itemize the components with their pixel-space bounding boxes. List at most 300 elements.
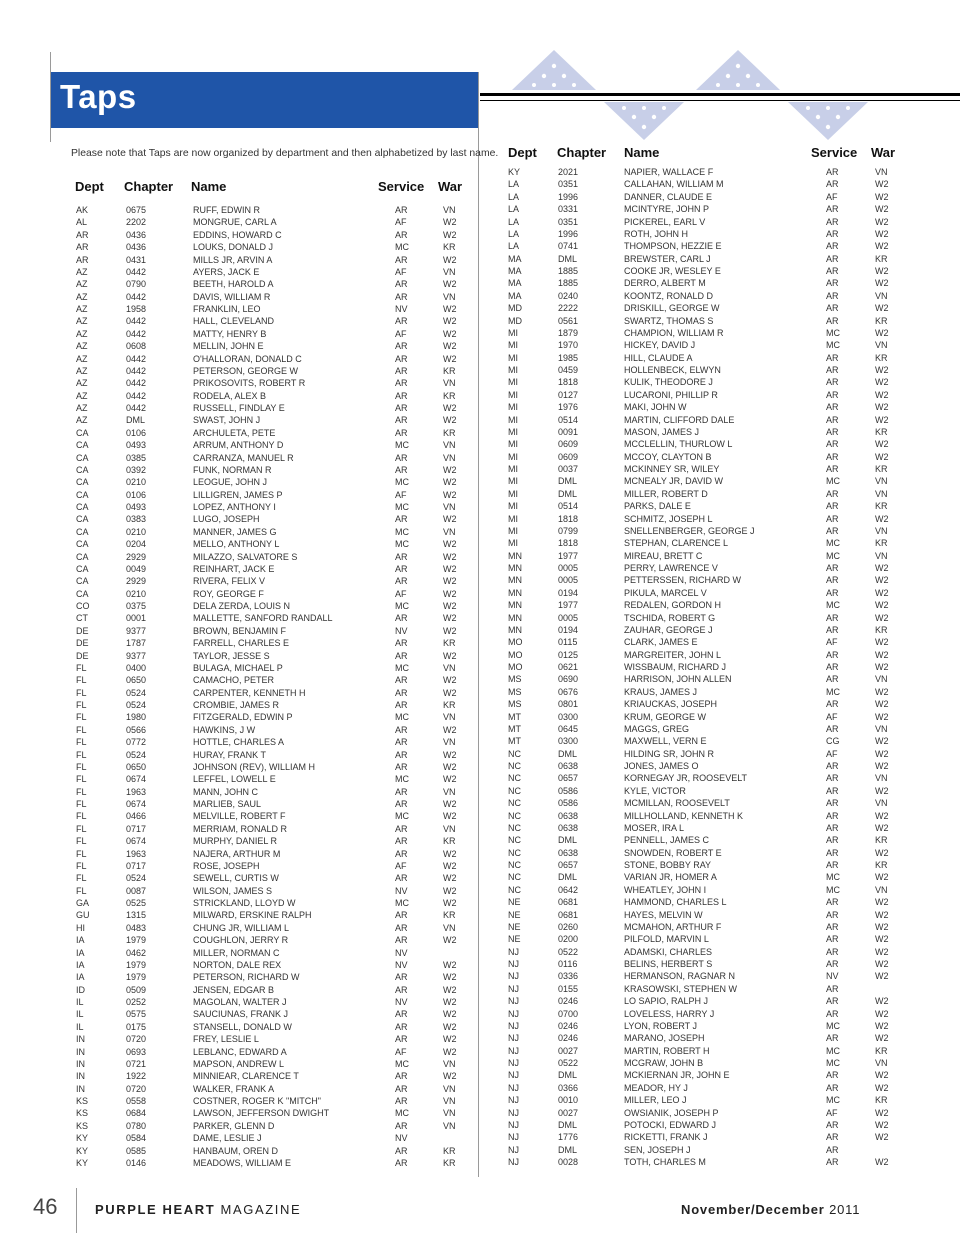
war-cell: VN	[875, 476, 888, 487]
dept-cell: AZ	[76, 266, 88, 277]
name-cell: RIVERA, FELIX V	[193, 576, 266, 587]
war-cell: KR	[875, 860, 888, 870]
col-header-name: Name	[624, 145, 660, 160]
name-cell: ROTH, JOHN H	[624, 228, 688, 239]
chapter-cell: 0300	[558, 711, 579, 722]
name-cell: CARRANZA, MANUEL R	[193, 452, 294, 463]
war-cell: W2	[875, 241, 889, 252]
dept-cell: IL	[76, 1021, 84, 1032]
table-row	[0, 1144, 960, 1156]
chapter-cell: 0674	[126, 799, 147, 809]
war-cell: VN	[443, 662, 456, 673]
war-cell: VN	[443, 1083, 456, 1094]
service-cell: AR	[395, 1009, 408, 1020]
service-cell: AR	[826, 501, 839, 512]
name-cell: CHUNG JR, WILLIAM L	[193, 922, 290, 933]
dept-cell: FL	[76, 675, 87, 686]
chapter-cell: 0493	[126, 502, 147, 512]
service-cell: AR	[395, 737, 408, 748]
chapter-cell: 0721	[126, 1058, 147, 1069]
table-row	[0, 364, 960, 376]
table-row	[0, 921, 960, 933]
table-row	[0, 339, 960, 351]
service-cell: AF	[395, 1046, 407, 1057]
service-cell: AR	[395, 675, 408, 686]
service-cell: AR	[395, 1083, 408, 1094]
name-cell: KULIK, THEODORE J	[624, 377, 713, 388]
name-cell: FREY, LESLIE L	[193, 1034, 259, 1045]
name-cell: WISSBAUM, RICHARD J	[624, 662, 727, 672]
name-cell: POTOCKI, EDWARD J	[624, 1119, 717, 1130]
war-cell: W2	[443, 860, 457, 871]
table-row	[0, 624, 960, 636]
table-row	[0, 711, 960, 723]
service-cell: AR	[395, 799, 408, 809]
table-row	[0, 562, 960, 574]
service-cell: AR	[826, 1070, 839, 1081]
dept-cell: NJ	[508, 1095, 519, 1106]
chapter-cell: 1879	[558, 327, 579, 338]
service-cell: NV	[395, 625, 408, 636]
dept-cell: NJ	[508, 1157, 519, 1167]
chapter-cell: 0392	[126, 464, 147, 475]
table-row	[0, 463, 960, 475]
chapter-cell: DML	[126, 415, 146, 426]
service-cell: AR	[826, 266, 839, 276]
service-cell: AR	[826, 575, 839, 586]
service-cell: AR	[395, 576, 408, 587]
table-row	[0, 253, 960, 265]
name-cell: DELA ZERDA, LOUIS N	[193, 601, 291, 611]
dept-cell: KS	[76, 1120, 89, 1131]
service-cell: AR	[395, 749, 408, 760]
war-cell: W2	[443, 1009, 457, 1020]
service-cell: AR	[826, 1119, 839, 1130]
war-cell: W2	[443, 1021, 457, 1032]
chapter-cell: DML	[558, 1119, 578, 1130]
table-row	[0, 587, 960, 599]
service-cell: MC	[826, 1095, 840, 1106]
service-cell: AR	[826, 525, 839, 536]
dept-cell: LA	[508, 228, 520, 239]
war-cell: W2	[443, 774, 457, 785]
name-cell: THOMPSON, HEZZIE E	[624, 241, 722, 252]
service-cell: AR	[826, 860, 839, 870]
name-cell: RICKETTI, FRANK J	[624, 1132, 708, 1143]
dept-cell: AR	[76, 254, 89, 265]
table-row	[0, 983, 960, 995]
service-cell: AR	[395, 291, 408, 302]
chapter-cell: 0717	[126, 823, 147, 834]
col-header-service: Service	[811, 145, 858, 160]
service-cell: MC	[826, 884, 840, 895]
service-cell: AR	[826, 699, 839, 710]
name-cell: RUSSELL, FINDLAY E	[193, 403, 285, 413]
dept-cell: KY	[508, 167, 521, 177]
dept-cell: DE	[76, 638, 89, 649]
table-row	[0, 475, 960, 487]
name-cell: REDALEN, GORDON H	[624, 600, 722, 611]
dept-cell: FL	[76, 774, 87, 785]
dept-cell: KY	[76, 1145, 89, 1156]
service-cell: AR	[826, 649, 839, 660]
war-cell: KR	[443, 910, 456, 921]
name-cell: SWARTZ, THOMAS S	[624, 315, 714, 326]
table-row	[0, 376, 960, 388]
service-cell: NV	[395, 1133, 408, 1144]
dept-cell: KS	[76, 1108, 89, 1119]
chapter-cell: 0575	[126, 1009, 147, 1020]
service-cell: AR	[826, 773, 839, 784]
dept-cell: NJ	[508, 1132, 519, 1143]
service-cell: AR	[395, 724, 408, 735]
chapter-cell: 0125	[558, 649, 579, 660]
service-cell: AR	[826, 179, 839, 190]
dept-cell: AL	[76, 217, 88, 228]
war-cell: W2	[875, 600, 889, 611]
war-cell: W2	[443, 935, 457, 946]
dept-cell: IA	[76, 972, 85, 983]
service-cell: AR	[826, 897, 839, 908]
dept-cell: FL	[76, 799, 87, 809]
name-cell: MANNER, JAMES G	[193, 526, 277, 537]
table-row	[0, 822, 960, 834]
war-cell: KR	[875, 1095, 888, 1106]
table-row	[0, 166, 960, 178]
issue-year: 2011	[824, 1202, 861, 1217]
service-cell: AR	[395, 823, 408, 834]
service-cell: AR	[395, 910, 408, 921]
name-cell: BREWSTER, CARL J	[624, 253, 711, 264]
war-cell: W2	[443, 563, 457, 574]
dept-cell: CA	[76, 514, 89, 525]
war-cell: VN	[875, 723, 888, 734]
dept-cell: NE	[508, 897, 521, 908]
dept-cell: NC	[508, 810, 521, 821]
war-cell: W2	[443, 588, 457, 599]
chapter-cell: 0300	[558, 736, 579, 747]
war-cell: W2	[443, 724, 457, 735]
war-cell: W2	[875, 303, 889, 314]
name-cell: MAKI, JOHN W	[624, 402, 687, 413]
table-row	[0, 203, 960, 215]
service-cell: AR	[826, 612, 839, 623]
chapter-cell: 0028	[558, 1157, 579, 1167]
name-cell: MAPSON, ANDREW L	[193, 1058, 285, 1069]
chapter-cell: 0210	[126, 526, 147, 537]
chapter-cell: 1979	[126, 959, 147, 970]
war-cell: KR	[443, 836, 456, 847]
war-cell: W2	[875, 414, 889, 425]
war-cell: W2	[875, 563, 889, 573]
magazine-name-bold: PURPLE HEART	[95, 1202, 216, 1217]
chapter-cell: 1976	[558, 402, 579, 413]
war-cell: W2	[875, 662, 889, 672]
col-header-dept: Dept	[508, 145, 537, 160]
name-cell: OWSIANIK, JOSEPH P	[624, 1107, 719, 1118]
table-row	[0, 896, 960, 908]
war-cell: VN	[875, 340, 888, 351]
chapter-cell: 0091	[558, 426, 579, 437]
service-cell: AR	[395, 761, 408, 772]
dept-cell: NJ	[508, 996, 519, 1007]
name-cell: CHAMPION, WILLIAM R	[624, 327, 724, 338]
war-cell: VN	[875, 290, 888, 301]
war-cell: W2	[443, 625, 457, 636]
dept-cell: FL	[76, 662, 87, 673]
service-cell: AR	[826, 921, 839, 932]
col-header-war: War	[871, 145, 896, 160]
table-row	[0, 1020, 960, 1032]
chapter-cell: 0146	[126, 1157, 147, 1168]
service-cell: MC	[826, 1020, 840, 1031]
chapter-cell: 2929	[126, 551, 147, 562]
dept-cell: NJ	[508, 971, 519, 982]
chapter-cell: DML	[558, 872, 578, 883]
name-cell: PARKER, GLENN D	[193, 1120, 275, 1131]
dept-cell: MN	[508, 624, 522, 635]
table-row	[0, 290, 960, 302]
war-cell: W2	[875, 575, 889, 586]
war-cell: W2	[875, 451, 889, 462]
name-cell: DAVIS, WILLIAM R	[193, 291, 271, 302]
service-cell: AR	[395, 551, 408, 562]
dept-cell: FL	[76, 749, 87, 760]
service-cell: AR	[826, 761, 839, 771]
chapter-cell: 0801	[558, 699, 579, 710]
col-header-dept: Dept	[75, 179, 104, 194]
table-row	[0, 327, 960, 339]
chapter-cell: 1776	[558, 1132, 579, 1143]
dept-cell: NC	[508, 847, 521, 858]
dept-cell: IN	[76, 1083, 85, 1094]
dept-cell: ID	[76, 984, 85, 995]
service-cell: AR	[826, 1144, 839, 1155]
chapter-cell: 1996	[558, 191, 579, 202]
service-cell: MC	[395, 1108, 409, 1119]
table-row	[0, 1131, 960, 1143]
service-cell: CG	[826, 736, 840, 747]
war-cell: W2	[443, 551, 457, 562]
war-cell: W2	[875, 1119, 889, 1130]
service-cell: AR	[395, 452, 408, 463]
name-cell: STRICKLAND, LLOYD W	[193, 898, 296, 908]
magazine-name	[95, 1202, 301, 1217]
chapter-cell: 0525	[126, 898, 147, 908]
war-cell: W2	[875, 1082, 889, 1093]
chapter-cell: 0260	[558, 921, 579, 932]
service-cell: AR	[826, 426, 839, 437]
dept-cell: MI	[508, 340, 518, 351]
war-cell: W2	[875, 748, 889, 759]
service-cell: MC	[826, 476, 840, 487]
service-cell: AR	[395, 390, 408, 401]
service-cell: AR	[826, 996, 839, 1007]
chapter-cell: 0524	[126, 749, 147, 760]
service-cell: AF	[826, 711, 838, 722]
war-cell: KR	[875, 501, 888, 512]
service-cell: AR	[395, 972, 408, 983]
name-cell: MEADOWS, WILLIAM E	[193, 1157, 292, 1168]
war-cell: VN	[875, 674, 888, 685]
name-cell: AYERS, JACK E	[193, 266, 260, 277]
war-cell: VN	[875, 550, 888, 561]
name-cell: CARPENTER, KENNETH H	[193, 687, 306, 698]
war-cell: W2	[443, 984, 457, 995]
war-cell: W2	[443, 601, 457, 611]
war-cell: W2	[875, 847, 889, 858]
dept-cell: MT	[508, 723, 521, 734]
war-cell: W2	[875, 228, 889, 239]
name-cell: LOVELESS, HARRY J	[624, 1008, 715, 1019]
table-row	[0, 884, 960, 896]
war-cell: W2	[443, 217, 457, 228]
war-cell: KR	[875, 253, 888, 264]
dept-cell: CA	[76, 502, 89, 512]
dept-cell: GU	[76, 910, 90, 921]
table-row	[0, 723, 960, 735]
table-row	[0, 302, 960, 314]
name-cell: HALL, CLEVELAND	[193, 316, 275, 327]
name-cell: KORNEGAY JR, ROOSEVELT	[624, 773, 748, 784]
name-cell: MARLIEB, SAUL	[193, 799, 262, 809]
war-cell: W2	[875, 216, 889, 227]
service-cell: AR	[395, 1071, 408, 1082]
chapter-cell: 0514	[558, 501, 579, 512]
name-cell: MAGGS, GREG	[624, 723, 690, 734]
name-cell: SWAST, JOHN J	[193, 415, 261, 426]
name-cell: HOTTLE, CHARLES A	[193, 737, 285, 748]
table-row	[0, 785, 960, 797]
name-cell: LEBLANC, EDWARD A	[193, 1046, 287, 1057]
service-cell: AF	[826, 637, 838, 648]
name-cell: LO SAPIO, RALPH J	[624, 996, 709, 1007]
name-cell: MINNIEAR, CLARENCE T	[193, 1071, 299, 1082]
name-cell: WILSON, JAMES S	[193, 885, 273, 896]
col-header-chapter: Chapter	[557, 145, 607, 160]
war-cell: VN	[875, 525, 888, 536]
name-cell: MALLETTE, SANFORD RANDALL	[193, 613, 333, 624]
service-cell: AR	[395, 1145, 408, 1156]
chapter-cell: 0585	[126, 1145, 147, 1156]
dept-cell: CA	[76, 440, 89, 451]
chapter-cell: 0650	[126, 675, 147, 686]
war-cell: W2	[875, 810, 889, 821]
war-cell: W2	[443, 799, 457, 809]
service-cell: AR	[826, 1082, 839, 1093]
war-cell: KR	[443, 700, 456, 710]
name-cell: MARGREITER, JOHN L	[624, 649, 722, 660]
dept-cell: IA	[76, 959, 85, 970]
name-cell: STEPHAN, CLARENCE L	[624, 538, 729, 549]
dept-cell: NJ	[508, 946, 519, 957]
chapter-cell: 0621	[558, 662, 579, 672]
service-cell: MC	[395, 502, 409, 512]
dept-cell: NC	[508, 748, 521, 759]
service-cell: MC	[395, 539, 409, 550]
chapter-cell: 0331	[558, 204, 579, 215]
war-cell: W2	[443, 279, 457, 290]
service-cell: AR	[395, 427, 408, 438]
dept-cell: IL	[76, 1009, 84, 1020]
name-cell: WHEATLEY, JOHN I	[624, 884, 707, 895]
service-cell: AR	[826, 402, 839, 413]
service-cell: AR	[826, 488, 839, 499]
chapter-cell: 0204	[126, 539, 147, 550]
war-cell: W2	[875, 649, 889, 660]
war-cell: W2	[875, 946, 889, 957]
dept-cell: NC	[508, 822, 521, 833]
service-cell: AR	[826, 934, 839, 945]
war-cell: W2	[875, 389, 889, 400]
table-row	[0, 970, 960, 982]
service-cell: MC	[826, 1058, 840, 1068]
chapter-cell: 0436	[126, 229, 147, 240]
service-cell: MC	[395, 601, 409, 611]
war-cell: VN	[443, 1096, 456, 1106]
name-cell: KRASOWSKI, STEPHEN W	[624, 983, 738, 994]
name-cell: FUNK, NORMAN R	[193, 464, 272, 475]
chapter-cell: 1980	[126, 712, 147, 723]
war-cell: W2	[875, 761, 889, 771]
dept-cell: IN	[76, 1071, 85, 1082]
chapter-cell: 0194	[558, 624, 579, 635]
dept-cell: MN	[508, 575, 522, 586]
war-cell: VN	[443, 1108, 456, 1119]
war-cell: VN	[443, 452, 456, 463]
chapter-cell: 0493	[126, 440, 147, 451]
chapter-cell: 0693	[126, 1046, 147, 1057]
dept-cell: NE	[508, 921, 521, 932]
header-rule-thin	[480, 100, 960, 101]
intro-note: Please note that Taps are now organized by department and then alphabetized by last name.	[71, 148, 499, 159]
name-cell: ROSE, JOSEPH	[193, 860, 260, 871]
name-cell: MELLIN, JOHN E	[193, 341, 264, 352]
chapter-cell: 1958	[126, 304, 147, 314]
dept-cell: MI	[508, 439, 518, 450]
war-cell: KR	[443, 365, 456, 376]
chapter-cell: 1818	[558, 377, 579, 388]
chapter-cell: 0772	[126, 737, 147, 748]
chapter-cell: 0561	[558, 315, 579, 326]
chapter-cell: 0524	[126, 700, 147, 710]
chapter-cell: 0681	[558, 909, 579, 920]
dept-cell: CA	[76, 427, 89, 438]
dept-cell: NJ	[508, 1107, 519, 1118]
war-cell: W2	[443, 353, 457, 364]
war-cell: VN	[443, 440, 456, 451]
dept-cell: NJ	[508, 1144, 519, 1155]
dept-cell: MI	[508, 377, 518, 388]
chapter-cell: 0436	[126, 242, 147, 253]
name-cell: LAWSON, JEFFERSON DWIGHT	[193, 1108, 330, 1119]
table-row	[0, 661, 960, 673]
service-cell: AR	[826, 241, 839, 252]
service-cell: AR	[395, 403, 408, 413]
service-cell: AR	[826, 377, 839, 388]
name-cell: PILFOLD, MARVIN L	[624, 934, 709, 945]
chapter-cell: 1963	[126, 848, 147, 859]
name-cell: DERRO, ALBERT M	[624, 278, 706, 289]
table-row	[0, 1057, 960, 1069]
table-row	[0, 488, 960, 500]
war-cell: KR	[875, 1045, 888, 1056]
table-row	[0, 401, 960, 413]
chapter-cell: DML	[558, 835, 578, 846]
title-left-rule	[50, 52, 51, 142]
name-cell: RUFF, EDWIN R	[193, 205, 260, 215]
chapter-cell: DML	[558, 253, 578, 264]
